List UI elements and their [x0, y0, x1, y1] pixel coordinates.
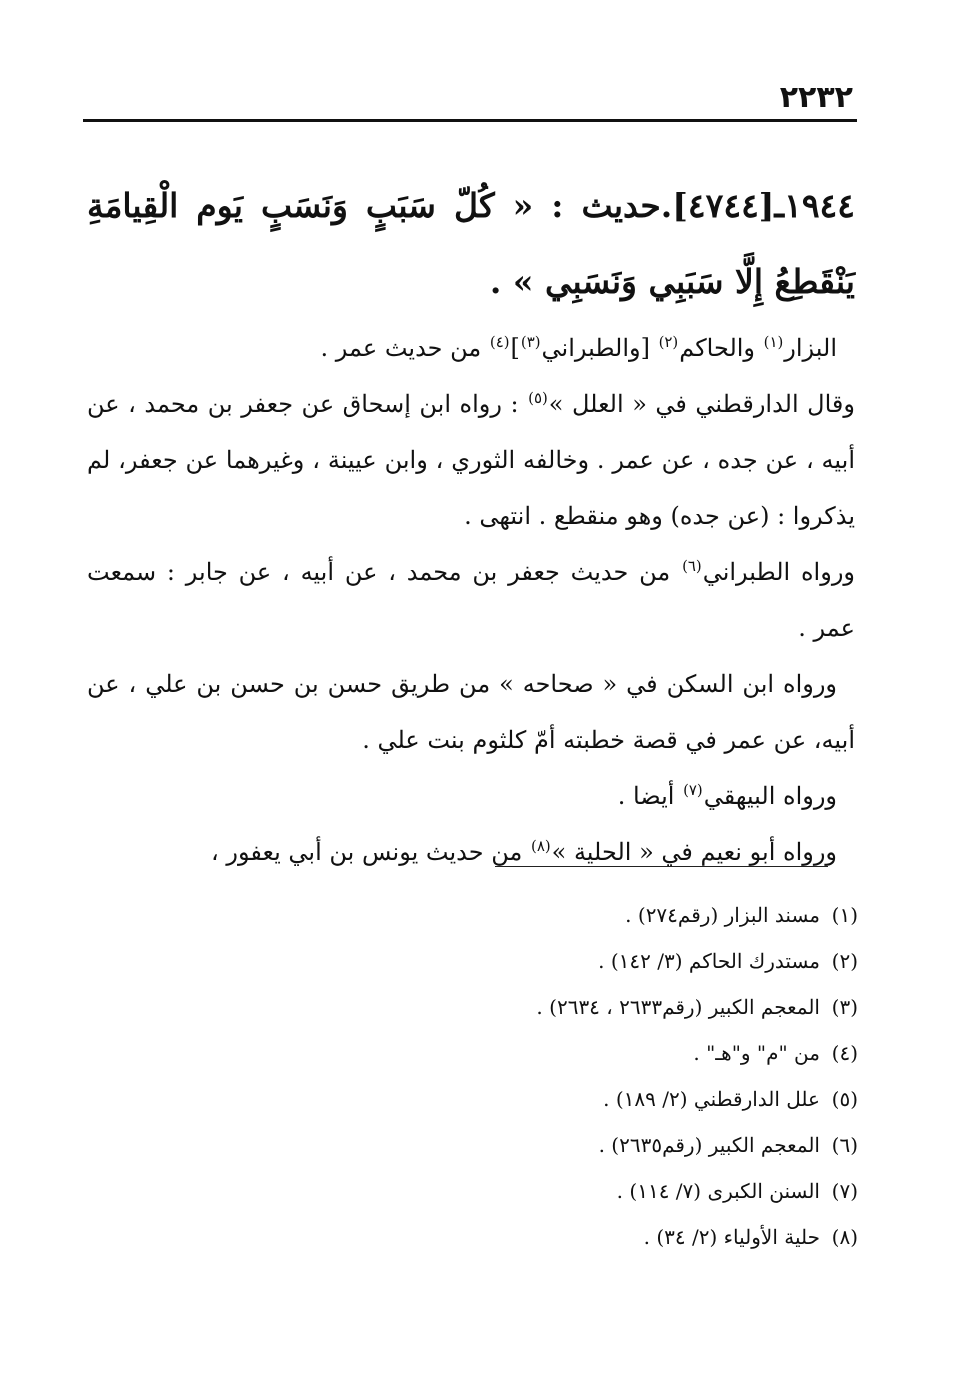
- footnote-item: [158, 892, 858, 938]
- footnotes-list: [158, 892, 858, 1260]
- paragraph-text: ورواه البيهقي: [703, 782, 837, 810]
- hadith-matn: كُلّ سَبَبٍ وَنَسَبٍ يَوم الْقِيامَةِ يَنْقَطِعُ إِلَّا سَبَبِي وَنَسَبِي: [87, 186, 855, 301]
- footnote-ref: (٧): [683, 781, 703, 799]
- footnote-number: (٣): [831, 995, 858, 1019]
- footnote-ref: (٦): [682, 557, 702, 575]
- paragraph-text: من حديث جعفر بن محمد ، عن أبيه ، عن جابر : سمعت عمر .: [87, 558, 855, 642]
- footnote-text: علل الدارقطني (٢/ ١٨٩) .: [603, 1087, 820, 1111]
- footnote-text: مستدرك الحاكم (٣/ ١٤٢) .: [598, 949, 820, 973]
- footnote-number: (٨): [831, 1225, 858, 1249]
- footnote-ref: (٨): [531, 837, 551, 855]
- paragraph-text: البزار: [784, 334, 837, 362]
- footnote-text: المعجم الكبير (رقم٢٦٣٣ ، ٢٦٣٤) .: [536, 995, 820, 1019]
- footnote-text: مسند البزار (رقم٢٧٤) .: [625, 903, 820, 927]
- paragraph-abu-nuaym: [87, 824, 855, 880]
- footnote-ref: (٤): [489, 333, 510, 351]
- footnote-number: (٦): [831, 1133, 858, 1157]
- footnote-item: [158, 1030, 858, 1076]
- footnote-item: [158, 984, 858, 1030]
- footnote-item: [158, 1076, 858, 1122]
- footnote-text: حلية الأولياء (٢/ ٣٤) .: [643, 1225, 820, 1249]
- paragraph-text: وقال الدارقطني في « العلل »: [548, 390, 855, 418]
- paragraph-text: [والطبراني: [541, 334, 658, 362]
- footnote-item: [158, 1214, 858, 1260]
- paragraph-text: أيضا .: [617, 782, 683, 810]
- main-text: [87, 168, 855, 880]
- footnote-text: من "م" و"هـ" .: [693, 1041, 820, 1065]
- footnote-number: (١): [831, 903, 858, 927]
- footnote-item: [158, 1122, 858, 1168]
- paragraph-sources: [87, 320, 855, 376]
- footnote-number: (٥): [831, 1087, 858, 1111]
- footnote-ref: (٢): [658, 333, 679, 351]
- paragraph-text: : رواه ابن إسحاق عن جعفر بن محمد ، عن أبيه ، عن جده ، عن عمر . وخالفه الثوري ، وابن عيينة ، وغيرهما عن جعفر، لم يذكروا : (عن جده) وهو منقطع . انتهى .: [87, 390, 855, 530]
- hadith-closing: » .: [489, 262, 545, 301]
- footnote-number: (٤): [831, 1041, 858, 1065]
- page-number: ٢٢٣٢: [779, 80, 853, 115]
- hadith-number-label: ١٩٤٤ـ[٤٧٤٤].حديث : «: [494, 186, 855, 225]
- paragraph-text: من حديث يونس بن أبي يعفور ،: [211, 838, 530, 866]
- footnote-separator: [495, 866, 828, 867]
- footnote-item: [158, 1168, 858, 1214]
- paragraph-daraqutni: [87, 376, 855, 544]
- paragraph-bayhaqi: [87, 768, 855, 824]
- header-rule: [83, 119, 857, 122]
- paragraph-text: والحاكم: [679, 334, 763, 362]
- footnote-ref: (٣): [520, 333, 541, 351]
- paragraph-ibn-sakan: [87, 656, 855, 768]
- paragraph-tabarani: [87, 544, 855, 656]
- paragraph-text: ورواه الطبراني: [702, 558, 855, 586]
- footnote-item: [158, 938, 858, 984]
- footnote-text: السنن الكبرى (٧/ ١١٤) .: [616, 1179, 820, 1203]
- paragraph-text: من حديث عمر .: [320, 334, 489, 362]
- footnote-number: (٧): [831, 1179, 858, 1203]
- paragraph-text: ]: [510, 334, 520, 362]
- hadith-heading: [87, 168, 855, 320]
- paragraph-text: ورواه ابن السكن في « صحاحه » من طريق حسن بن حسن بن علي ، عن أبيه، عن عمر في قصة خطبته أمّ كلثوم بنت علي .: [87, 670, 855, 754]
- footnote-ref: (٥): [528, 389, 548, 407]
- footnote-ref: (١): [763, 333, 784, 351]
- paragraph-text: ورواه أبو نعيم في « الحلية »: [551, 838, 837, 866]
- footnote-text: المعجم الكبير (رقم٢٦٣٥) .: [598, 1133, 820, 1157]
- footnote-number: (٢): [831, 949, 858, 973]
